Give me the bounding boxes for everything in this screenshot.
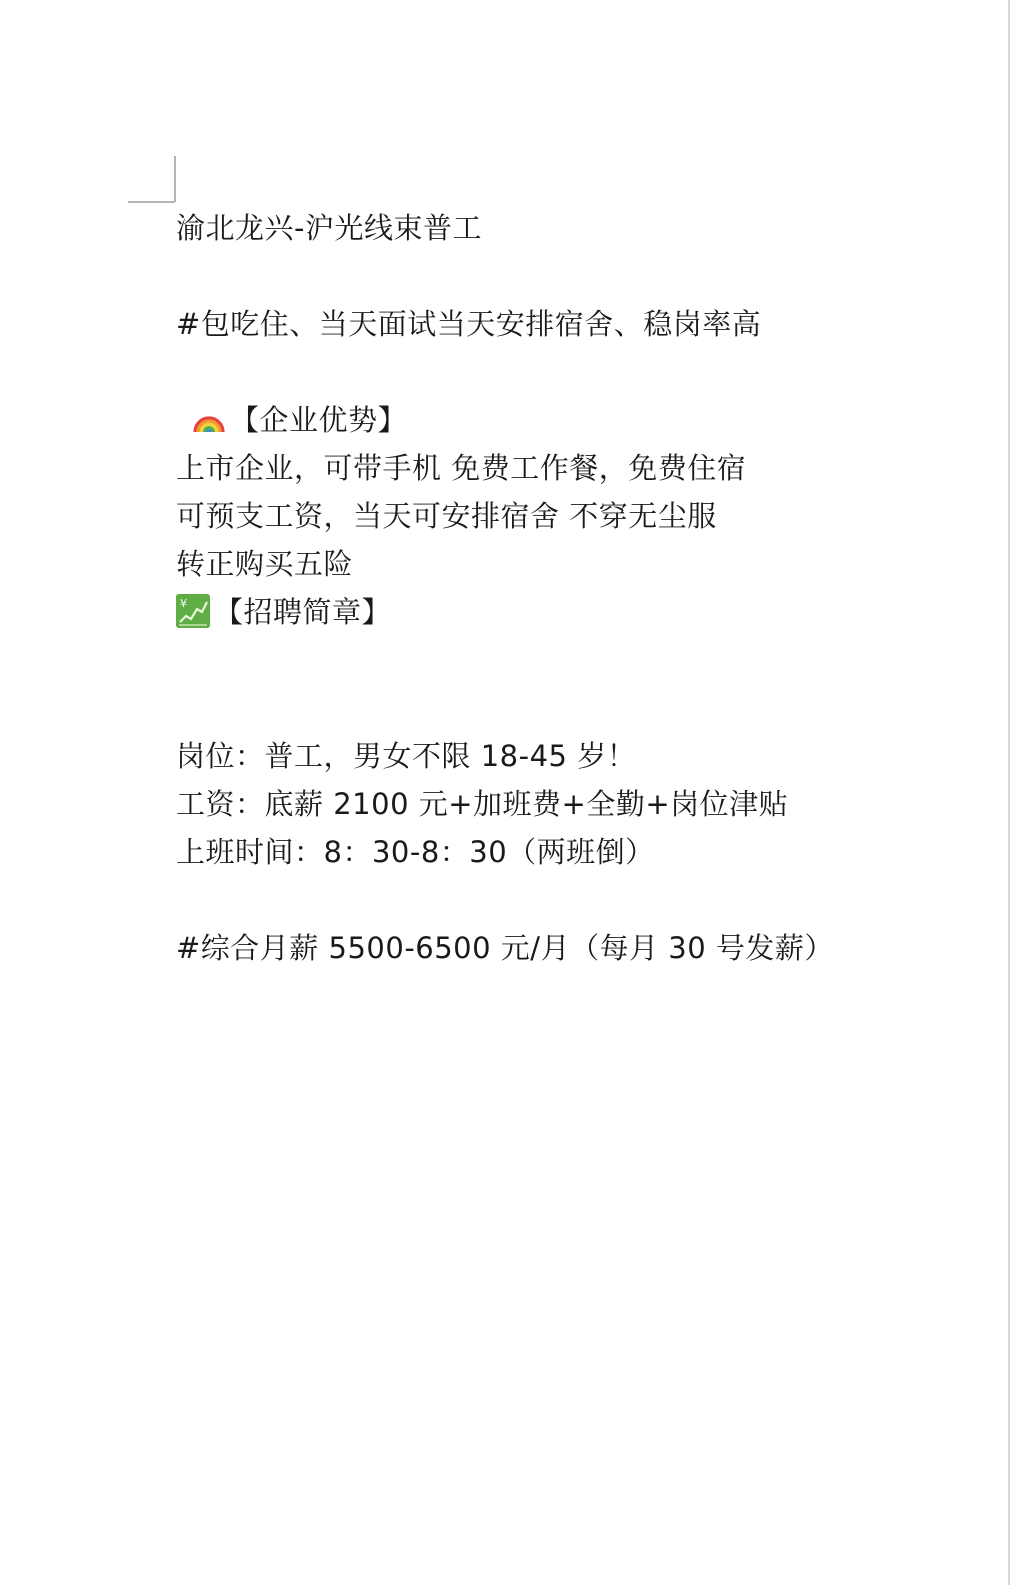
blank-line bbox=[176, 252, 956, 300]
document-body[interactable] bbox=[176, 204, 956, 972]
margin-corner-mark bbox=[128, 156, 175, 202]
advantages-heading: 【企业优势】 bbox=[230, 403, 408, 437]
job-hours-line: 上班时间：8：30-8：30（两班倒） bbox=[176, 835, 655, 869]
svg-text:¥: ¥ bbox=[180, 597, 188, 610]
tagline: #包吃住、当天面试当天安排宿舍、稳岗率高 bbox=[176, 307, 762, 341]
corner-mark-horizontal bbox=[128, 201, 175, 203]
recruitment-heading: 【招聘简章】 bbox=[214, 595, 392, 629]
blank-line bbox=[176, 876, 956, 924]
salary-summary: #综合月薪 5500-6500 元/月（每月 30 号发薪） bbox=[176, 931, 834, 965]
blank-line bbox=[176, 348, 956, 396]
rainbow-icon bbox=[192, 402, 226, 436]
recruitment-heading-line bbox=[176, 588, 956, 636]
advantages-line: 上市企业，可带手机 免费工作餐，免费住宿 bbox=[176, 451, 747, 485]
job-position-line: 岗位：普工，男女不限 18-45 岁！ bbox=[176, 739, 637, 773]
advantages-line: 转正购买五险 bbox=[176, 547, 354, 581]
blank-lines bbox=[176, 636, 956, 732]
chart-increasing-yen-icon bbox=[176, 594, 210, 628]
scrollbar-edge bbox=[1008, 0, 1010, 1585]
corner-mark-vertical bbox=[174, 156, 176, 202]
job-salary-line: 工资：底薪 2100 元+加班费+全勤+岗位津贴 bbox=[176, 787, 789, 821]
advantages-line: 可预支工资，当天可安排宿舍 不穿无尘服 bbox=[176, 499, 717, 533]
advantages-heading-line bbox=[176, 396, 956, 444]
document-title: 渝北龙兴-沪光线束普工 bbox=[176, 211, 482, 245]
